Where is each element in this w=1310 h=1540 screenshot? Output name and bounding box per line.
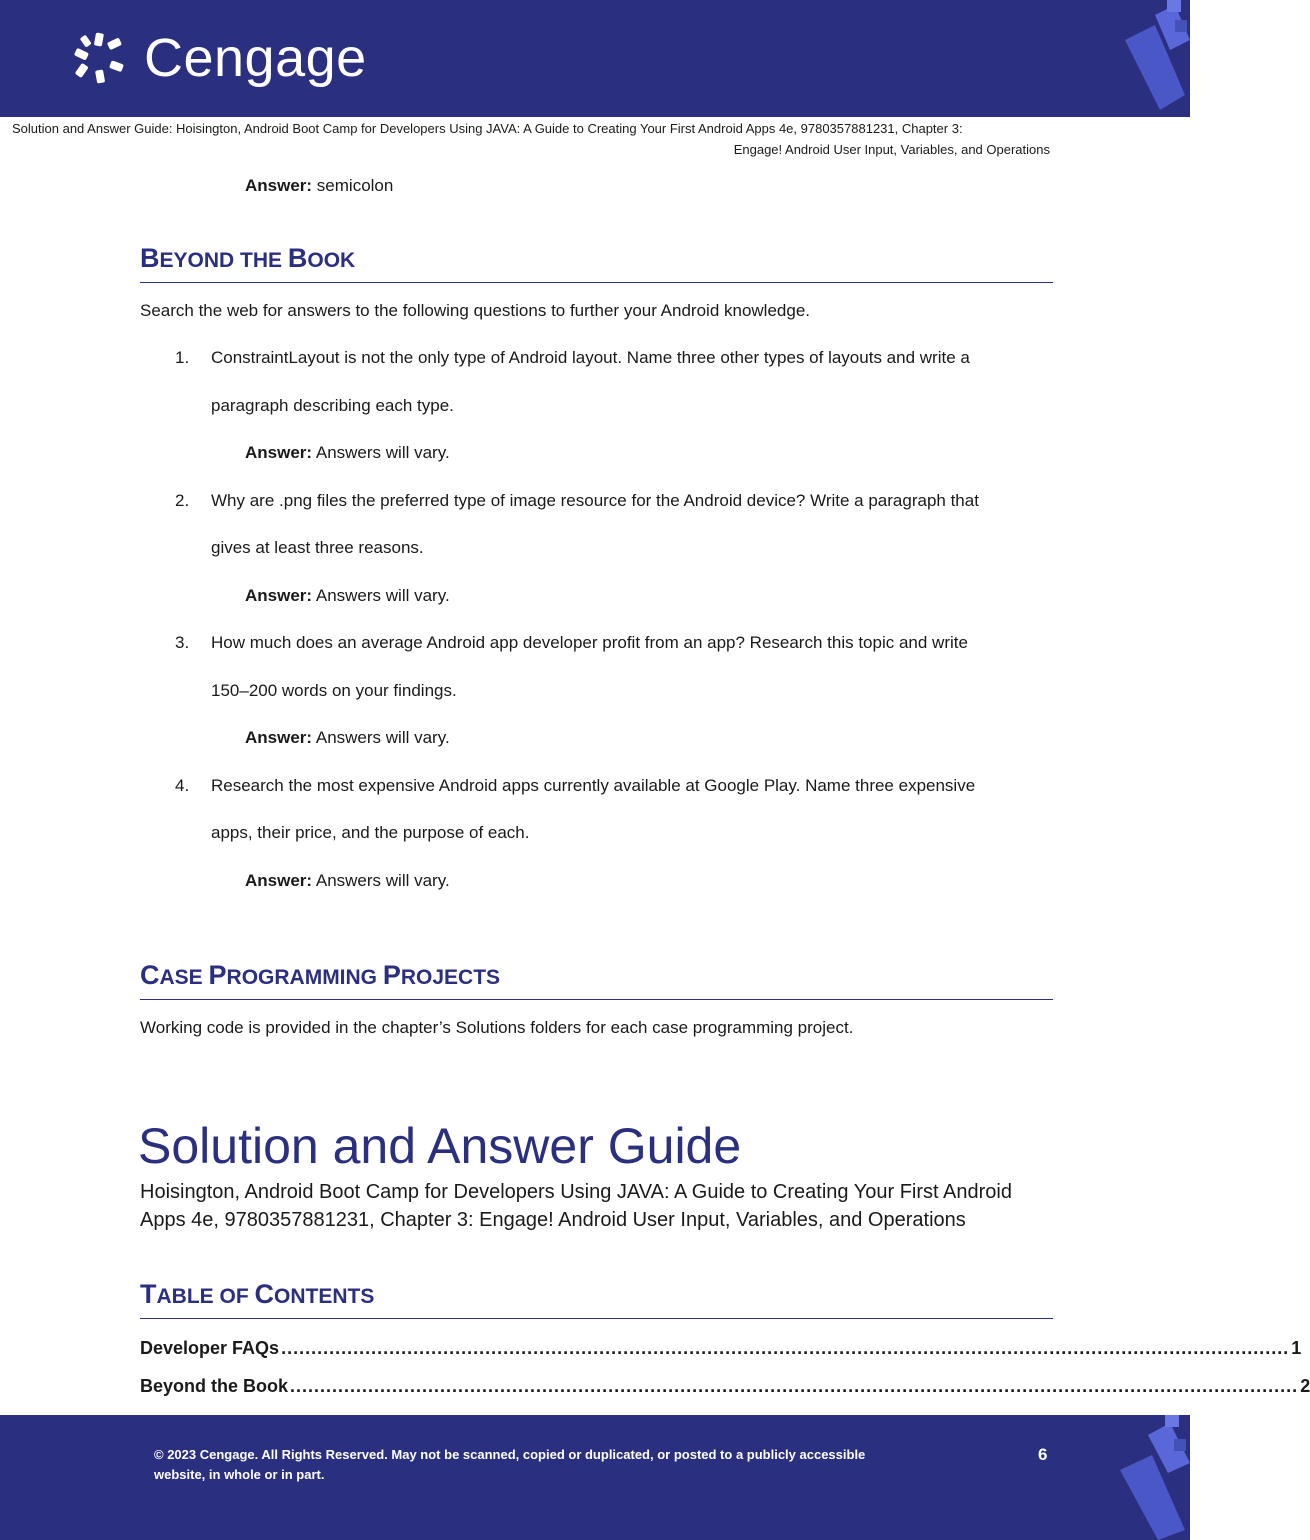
- toc-entry-page: 1: [1291, 1338, 1302, 1358]
- toc-leader-dots: ........................................................................................................................................................................: [281, 1338, 1290, 1358]
- question-line: paragraph describing each type.: [211, 396, 454, 415]
- question-line: apps, their price, and the purpose of each.: [211, 823, 530, 842]
- question-answer: [245, 727, 450, 749]
- question-line: How much does an average Android app developer profit from an app? Research this topic and write: [211, 633, 968, 652]
- heading-cap: P: [382, 960, 401, 990]
- toc-entry-label: Developer FAQs: [140, 1338, 280, 1358]
- cengage-logo[interactable]: [70, 28, 367, 88]
- heading-cap: B: [287, 243, 308, 273]
- heading-cap: B: [140, 243, 160, 273]
- page-number: 6: [1038, 1445, 1048, 1464]
- running-header-line1: Solution and Answer Guide: Hoisington, Android Boot Camp for Developers Using JAVA: A Guide to Creating Your First Android Apps 4e, 9780357881231, Chapter 3:: [12, 121, 963, 136]
- toc-heading: [140, 1278, 1053, 1319]
- question-number: 2.: [175, 491, 190, 510]
- question-number: 3.: [175, 633, 190, 652]
- answer-label: Answer:: [245, 871, 313, 890]
- decorative-shapes-icon: [1115, 0, 1190, 117]
- footer-banner: [0, 1415, 1190, 1540]
- heading-small: ROJECTS: [400, 966, 501, 989]
- answer-text: Answers will vary.: [312, 871, 450, 890]
- decorative-shapes-icon: [1110, 1415, 1190, 1540]
- cengage-spark-icon: [70, 28, 130, 88]
- answer-text: Answers will vary.: [312, 443, 450, 462]
- question-number: 1.: [175, 348, 190, 367]
- answer-text: Answers will vary.: [312, 586, 450, 605]
- question-answer: [245, 585, 450, 607]
- toc-leader-dots: ........................................................................................................................................................................: [290, 1376, 1299, 1396]
- answer-text: semicolon: [312, 176, 394, 195]
- question-line: Why are .png files the preferred type of image resource for the Android device? Write a paragraph that: [211, 491, 979, 510]
- question-line: ConstraintLayout is not the only type of Android layout. Name three other types of layouts and write a: [211, 348, 970, 367]
- guide-subtitle: Hoisington, Android Boot Camp for Developers Using JAVA: A Guide to Creating Your First Android Apps 4e, 9780357881231, Chapter 3: Engage! Android User Input, Variables, and Operations: [140, 1181, 1012, 1231]
- question-line: gives at least three reasons.: [211, 538, 424, 557]
- heading-small: ABLE OF: [156, 1285, 255, 1308]
- beyond-intro: Search the web for answers to the following questions to further your Android knowledge.: [140, 301, 810, 320]
- beyond-the-book-heading: [140, 242, 1053, 283]
- question-line: Research the most expensive Android apps currently available at Google Play. Name three expensive: [211, 776, 976, 795]
- question-line: 150–200 words on your findings.: [211, 681, 457, 700]
- toc-entry-page: 2: [1300, 1376, 1310, 1396]
- heading-small: ONTENTS: [274, 1285, 375, 1308]
- heading-small: EYOND THE: [159, 249, 288, 272]
- brand-name: Cengage: [144, 28, 367, 88]
- heading-cap: C: [140, 960, 160, 990]
- running-header-line2: Engage! Android User Input, Variables, and Operations: [733, 142, 1050, 157]
- toc-entry-developer-faqs[interactable]: [140, 1335, 1302, 1359]
- answer-semicolon: [245, 175, 393, 197]
- header-banner: [0, 0, 1190, 117]
- answer-label: Answer:: [245, 176, 313, 195]
- question-number: 4.: [175, 776, 190, 795]
- answer-label: Answer:: [245, 443, 313, 462]
- heading-small: ROGRAMMING: [226, 966, 383, 989]
- answer-label: Answer:: [245, 728, 313, 747]
- case-programming-heading: [140, 959, 1053, 1000]
- toc-entry-label: Beyond the Book: [140, 1376, 289, 1396]
- running-header: [0, 118, 1050, 160]
- answer-text: Answers will vary.: [312, 728, 450, 747]
- case-text: Working code is provided in the chapter’s Solutions folders for each case programming project.: [140, 1018, 854, 1037]
- guide-title: Solution and Answer Guide: [138, 1118, 742, 1174]
- heading-cap: C: [254, 1279, 274, 1309]
- heading-small: OOK: [307, 249, 356, 272]
- answer-label: Answer:: [245, 586, 313, 605]
- toc-entry-beyond-the-book[interactable]: [140, 1373, 1310, 1397]
- question-answer: [245, 870, 450, 892]
- heading-cap: T: [140, 1279, 157, 1309]
- question-answer: [245, 442, 450, 464]
- heading-small: ASE: [159, 966, 209, 989]
- copyright-notice: © 2023 Cengage. All Rights Reserved. May not be scanned, copied or duplicated, or posted to a publicly accessible website, in whole or in part.: [154, 1447, 866, 1482]
- heading-cap: P: [208, 960, 227, 990]
